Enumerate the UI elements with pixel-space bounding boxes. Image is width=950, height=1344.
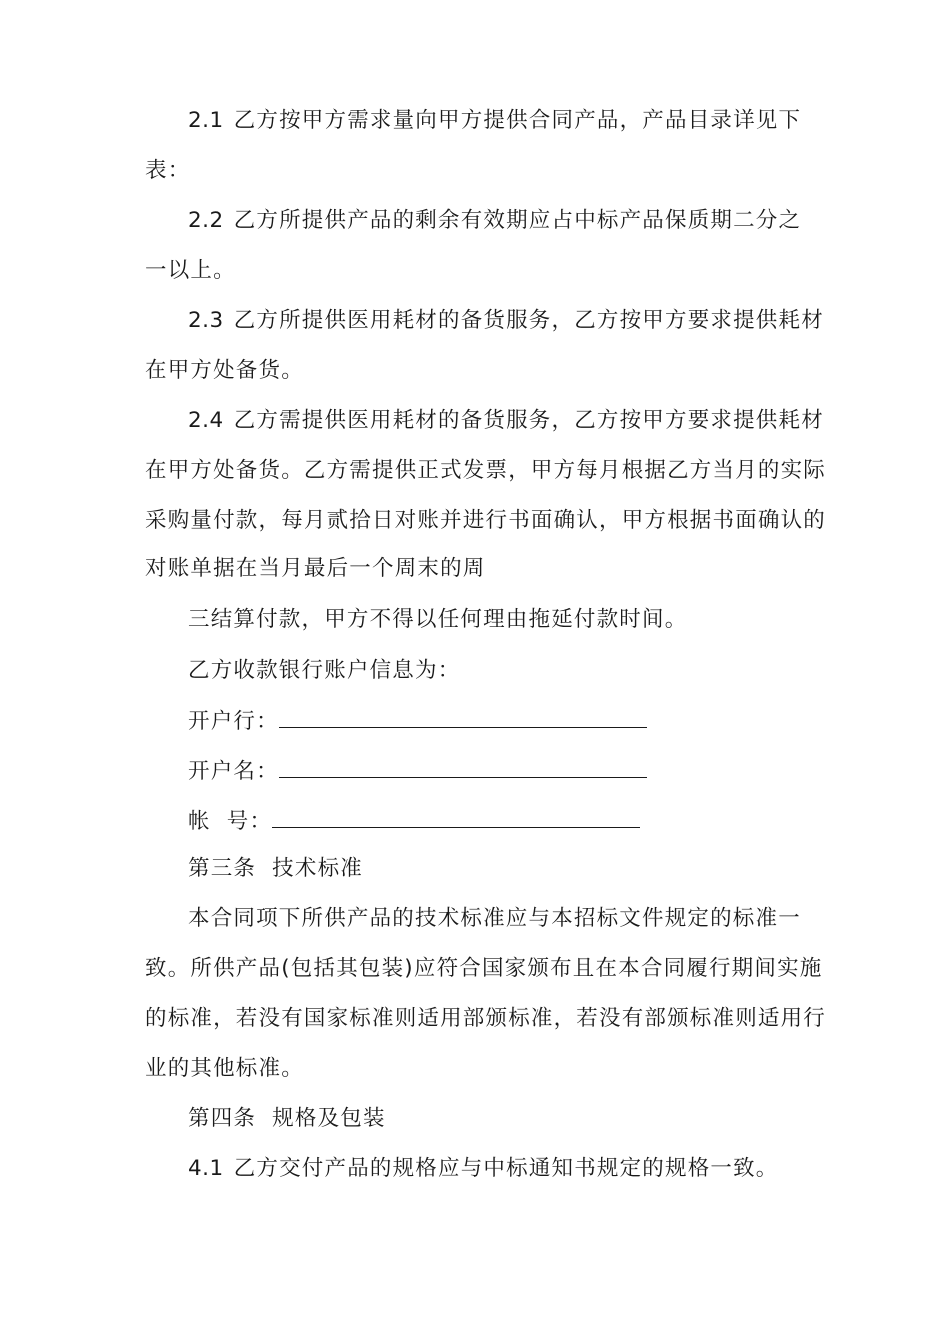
clause-text: 乙方所提供产品的剩余有效期应占中标产品保质期二分之 <box>233 208 802 233</box>
clause-number: 2.4 <box>188 408 224 433</box>
clause-number: 2.2 <box>188 208 224 233</box>
bank-field-label: 开户名： <box>188 759 279 784</box>
clause-number: 2.3 <box>188 308 224 333</box>
clause-text: 乙方交付产品的规格应与中标通知书规定的规格一致。 <box>233 1156 779 1181</box>
article-3-line-3: 的标准，若没有国家标准则适用部颁标准，若没有部颁标准则适用行 <box>145 1006 827 1031</box>
clause-2-3-line-1 <box>188 305 868 337</box>
article-3-line-4: 业的其他标准。 <box>145 1056 304 1081</box>
article-3-heading: 第三条 技术标准 <box>188 856 363 881</box>
clause-4-1-line <box>188 1153 868 1185</box>
clause-2-3-line-2: 在甲方处备货。 <box>145 358 304 383</box>
bank-field-label: 帐 号： <box>188 809 273 834</box>
clause-2-4-line-1 <box>188 405 868 437</box>
settlement-line: 三结算付款，甲方不得以任何理由拖延付款时间。 <box>188 607 688 632</box>
bank-field-blank <box>279 705 647 728</box>
clause-2-2-line-2: 一以上。 <box>145 258 236 283</box>
clause-text: 乙方按甲方需求量向甲方提供合同产品，产品目录详见下 <box>233 108 802 133</box>
bank-field-blank <box>272 805 640 828</box>
clause-text: 乙方所提供医用耗材的备货服务，乙方按甲方要求提供耗材 <box>233 308 824 333</box>
clause-2-4-line-4: 对账单据在当月最后一个周末的周 <box>145 556 486 581</box>
article-3-line-1: 本合同项下所供产品的技术标准应与本招标文件规定的标准一 <box>188 906 801 931</box>
clause-2-1-line-2: 表： <box>145 158 191 183</box>
bank-intro: 乙方收款银行账户信息为： <box>188 658 461 683</box>
bank-field-row <box>188 805 868 838</box>
bank-field-label: 开户行： <box>188 709 279 734</box>
bank-field-row <box>188 755 868 788</box>
article-4-heading: 第四条 规格及包装 <box>188 1106 386 1131</box>
clause-number: 4.1 <box>188 1156 224 1181</box>
clause-text: 乙方需提供医用耗材的备货服务，乙方按甲方要求提供耗材 <box>233 408 824 433</box>
clause-number: 2.1 <box>188 108 224 133</box>
bank-field-row <box>188 705 868 738</box>
bank-field-blank <box>279 755 647 778</box>
clause-2-4-line-3: 采购量付款，每月贰拾日对账并进行书面确认，甲方根据书面确认的 <box>145 508 827 533</box>
clause-2-2-line-1 <box>188 205 868 237</box>
article-3-line-2: 致。所供产品(包括其包装)应符合国家颁布且在本合同履行期间实施 <box>145 956 823 981</box>
clause-2-1-line-1 <box>188 105 868 137</box>
clause-2-4-line-2: 在甲方处备货。乙方需提供正式发票，甲方每月根据乙方当月的实际 <box>145 458 827 483</box>
